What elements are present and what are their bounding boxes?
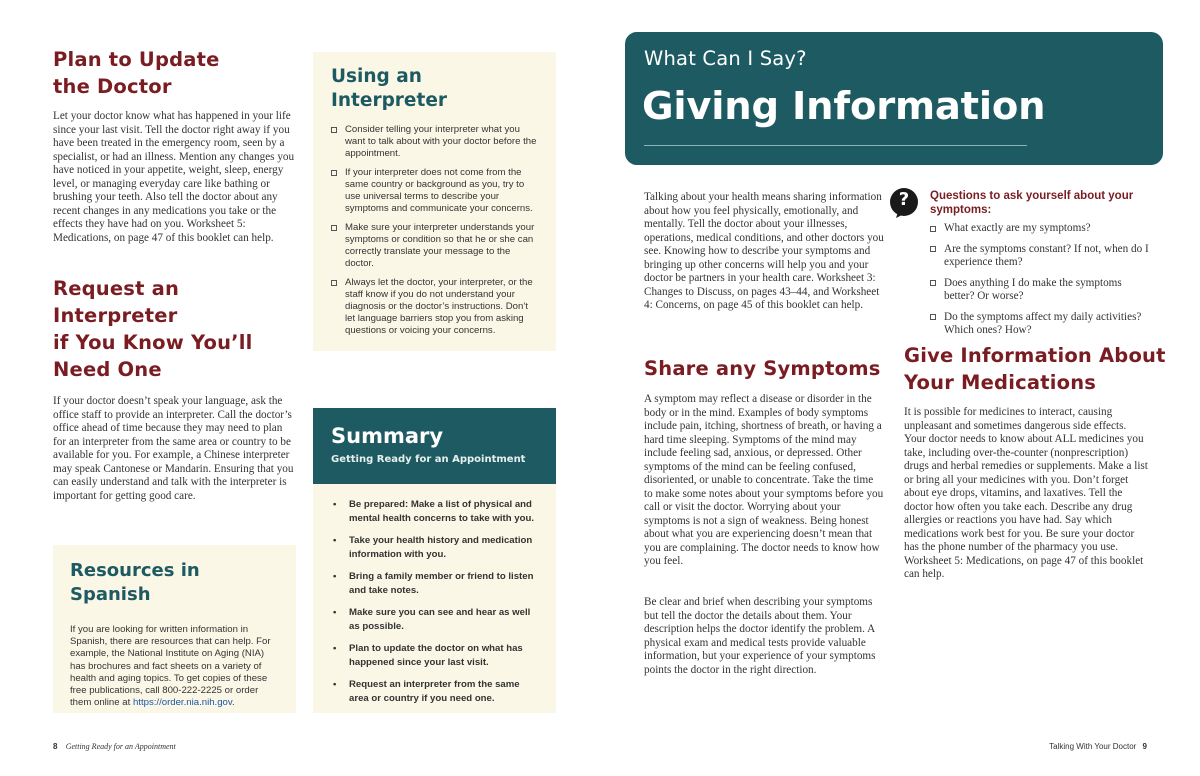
medications-heading-line2: Your Medications [904, 371, 1097, 394]
checkbox-square-icon [331, 170, 337, 176]
resources-spanish-heading: Resources in Spanish [70, 560, 200, 605]
checkbox-square-icon [331, 225, 337, 231]
plan-update-body: Let your doctor know what has happened in your life since your last visit. Tell the doctor right away if you have been treated in the emergency room, seen by a specialist, or had an illness. Mention any changes you have noticed in your appetite, weight, sleep, energy level, or managing everyday care like bathing or brushing your teeth. Also tell the doctor about any recent changes in any medications you take or the effects they have had on you. Worksheet 5: Medications, on page 47 of this booklet can help. [53, 110, 295, 244]
request-interpreter-heading [53, 275, 298, 383]
list-item: • Request an interpreter from the same area or country if you need one. [333, 679, 520, 704]
questions-heading: Questions to ask yourself about your symptoms: [930, 190, 1134, 216]
checkbox-square-icon [930, 246, 936, 252]
checkbox-square-icon [930, 280, 936, 286]
banner-rule [644, 145, 1027, 146]
bullet-icon: • [333, 535, 337, 546]
summary-body [313, 484, 556, 713]
using-interpreter-box [313, 52, 556, 351]
bullet-icon: • [333, 679, 337, 690]
medications-heading [904, 342, 1166, 396]
question-bubble-icon [888, 187, 920, 219]
list-item: • Bring a family member or friend to listen and take notes. [333, 571, 534, 596]
plan-update-section [53, 46, 298, 245]
checkbox-square-icon [331, 127, 337, 133]
summary-list [331, 498, 540, 705]
resources-spanish-text: If you are looking for written information in Spanish, there are resources that can help. For example, the National Institute on Aging (NIA) has brochures and fact sheets on a variety of health and aging topics. To get copies of these free publications, call 800-222-2225 or order them online at [70, 624, 271, 709]
bullet-icon: • [333, 607, 337, 618]
medications-heading-line1: Give Information About [904, 344, 1166, 367]
list-item: What exactly are my symptoms? [930, 222, 1152, 236]
list-item: Always let the doctor, your interpreter, or the staff know if you do not understand your diagnosis or the doctor’s instructions. Don’t let language barriers stop you from asking questions or voicing your concerns. [331, 277, 538, 337]
banner-title: Giving Information [642, 84, 1046, 129]
summary-subtitle: Getting Ready for an Appointment [331, 454, 526, 465]
list-item: Does anything I do make the symptoms better? Or worse? [930, 277, 1152, 304]
left-footer-title: Getting Ready for an Appointment [65, 742, 176, 751]
right-page-number: 9 [1142, 742, 1147, 751]
list-item: • Plan to update the doctor on what has happened since your last visit. [333, 643, 523, 668]
share-symptoms-para1: A symptom may reflect a disease or disorder in the body or in the mind. Examples of body symptoms include pain, itching, shortness of breath, or having a hard time sleeping. Symptoms of the mind may include feeling sad, anxious, or depressed. Other symptoms of the mind can be feeling confused, disoriented, or unable to concentrate. Take the time to make some notes about your symptoms before you call or visit the doctor. Worrying about your symptoms is not a sign of weakness. Being honest about what you are experiencing doesn’t mean that you are complaining. The doctor needs to know how you feel. [644, 393, 884, 567]
resources-spanish-box [53, 545, 296, 713]
checkbox-square-icon [930, 226, 936, 232]
questions-list [930, 222, 1152, 345]
bullet-icon: • [333, 571, 337, 582]
bullet-icon: • [333, 499, 337, 510]
medications-body: It is possible for medicines to interact, causing unpleasant and sometimes dangerous side effects. Your doctor needs to know about ALL medicines you take, including over-the-counter (nonprescription) drugs and herbal remedies or supplements. Make a list or bring all your medicines with you. Don’t forget about eye drops, vitamins, and laxatives. Tell the doctor how often you take each. Describe any drug allergies or reactions you have had. Say which medications work best for you. Be sure your doctor has the phone number of the pharmacy you use. Worksheet 5: Medications, on page 47 of this booklet can help. [904, 406, 1148, 580]
share-symptoms-para2: Be clear and brief when describing your symptoms but tell the doctor the details about them. Your description helps the doctor identify the problem. A physical exam and medical tests provide valuable information, but your experience of your symptoms points the doctor in the right direction. [644, 596, 876, 676]
list-item: • Take your health history and medication information with you. [333, 535, 533, 560]
nia-order-link[interactable]: https://order.nia.nih.gov [132, 697, 232, 709]
left-footer [53, 742, 176, 751]
checkbox-square-icon [331, 280, 337, 286]
summary-title: Summary [331, 424, 444, 448]
right-footer-title: Talking With Your Doctor [1049, 742, 1137, 751]
list-item: • Be prepared: Make a list of physical and mental health concerns to take with you. [333, 499, 534, 524]
plan-update-heading-line2: the Doctor [53, 75, 172, 98]
giving-information-banner [625, 32, 1163, 165]
list-item: Are the symptoms constant? If not, when do I experience them? [930, 243, 1152, 270]
request-interpreter-heading-line3: Need One [53, 358, 162, 381]
summary-header [313, 408, 556, 484]
request-interpreter-section [53, 275, 298, 503]
using-interpreter-heading: Using an Interpreter [331, 66, 447, 111]
list-item: • Make sure you can see and hear as well as possible. [333, 607, 531, 632]
resources-spanish-period: . [231, 697, 235, 709]
list-item: Do the symptoms affect my daily activities? Which ones? How? [930, 311, 1152, 338]
using-interpreter-list [331, 124, 538, 337]
share-symptoms-heading: Share any Symptoms [644, 357, 881, 380]
request-interpreter-heading-line2: if You Know You’ll [53, 331, 253, 354]
left-page-number: 8 [53, 742, 58, 751]
request-interpreter-body: If your doctor doesn’t speak your language, ask the office staff to provide an interpreter. Call the doctor’s office ahead of time because they may need to plan for an interpreter from the same area or country to be available for you. For example, a Chinese interpreter may speak Cantonese or Mandarin. Ensuring that you can easily understand and talk with the interpreter is important for getting good care. [53, 395, 294, 502]
plan-update-heading [53, 46, 298, 100]
list-item: If your interpreter does not come from the same country or background as you, try to use universal terms to describe your symptoms and communicate your concerns. [331, 167, 538, 215]
checkbox-square-icon [930, 314, 936, 320]
list-item: Make sure your interpreter understands your symptoms or condition so that he or she can correctly translate your message to the doctor. [331, 222, 538, 270]
list-item: Consider telling your interpreter what you want to talk about with your doctor before the appointment. [331, 124, 538, 160]
resources-spanish-body [70, 624, 279, 709]
bullet-icon: • [333, 643, 337, 654]
plan-update-heading-line1: Plan to Update [53, 48, 220, 71]
giving-info-intro: Talking about your health means sharing information about how you feel physically, emotionally, and mentally. Tell the doctor about your illnesses, operations, medical conditions, and other doctors you see. Knowing how to describe your symptoms and bringing up other concerns will help you and your doctor be partners in your health care. Worksheet 3: Changes to Discuss, on pages 43–44, and Worksheet 4: Concerns, on page 45 of this booklet can help. [644, 191, 884, 311]
banner-kicker: What Can I Say? [644, 47, 807, 70]
right-footer [1035, 742, 1147, 751]
request-interpreter-heading-line1: Request an Interpreter [53, 277, 180, 327]
question-mark-glyph: ? [898, 189, 910, 210]
